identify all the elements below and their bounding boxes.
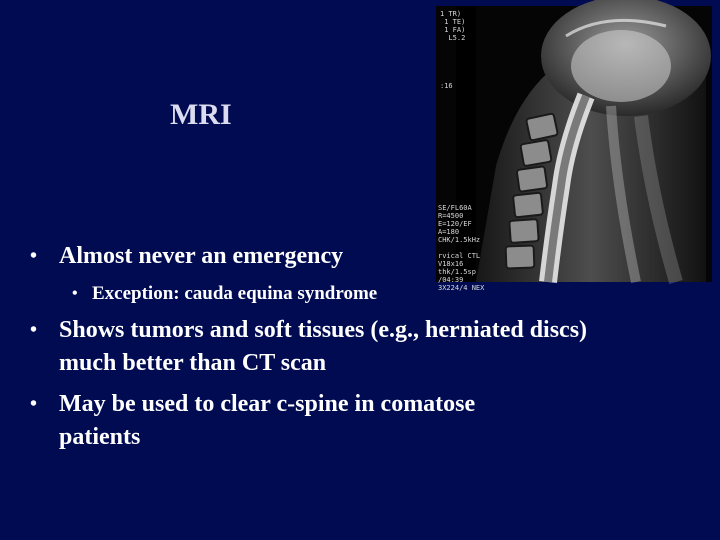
bullet-dot-icon: • [72, 285, 78, 302]
mri-overlay-top-text: 1 TR) 1 TE) 1 FA) L5.2 :16 [440, 10, 466, 90]
bullet-text: Almost never an emergency [59, 243, 344, 269]
bullet-dot-icon: • [30, 245, 38, 267]
bullet-dot-icon: • [30, 319, 38, 341]
slide-title: MRI [170, 98, 232, 131]
mri-overlay-bottom-text: SE/FL60A R=4500 E=120/EF A=180 CHK/1.5kHz rvical CTL V18x16 thk/1.5sp /04:39 3X224/4 NEX [438, 204, 485, 292]
bullet-dot-icon: • [30, 393, 38, 415]
bullet-text: May be used to clear c-spine in comatose patients [59, 391, 476, 450]
bullet-text: Shows tumors and soft tissues (e.g., herniated discs) much better than CT scan [59, 317, 588, 376]
bullet-text: Exception: cauda equina syndrome [92, 283, 378, 304]
